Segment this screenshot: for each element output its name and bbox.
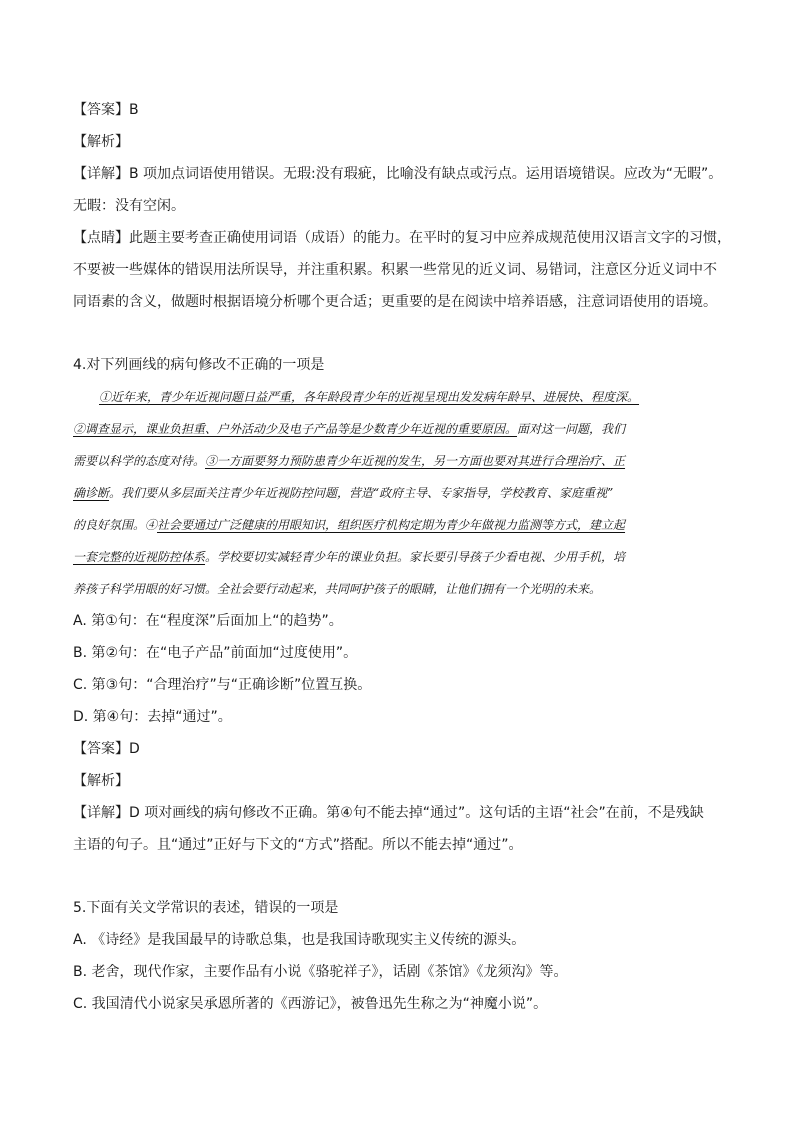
q3-answer: 【答案】B	[73, 102, 139, 118]
q5-question: 5.下面有关文学常识的表述，错误的一项是	[73, 900, 339, 916]
q4-passage-line-3	[73, 451, 733, 471]
q4-passage-underlined: 社会要通过广泛健康的用眼知识，组织医疗机构定期为青少年做视力监测等方式，建立起	[157, 518, 626, 532]
q3-tip-line-2: 不要被一些媒体的错误用法所误导，并注重积累。积累一些常见的近义词、易错词，注意区分近义词中不	[73, 262, 717, 278]
q4-question: 4.对下列画线的病句修改不正确的一项是	[73, 357, 325, 373]
q4-passage-text: 养孩子科学用眼的好习惯。全社会要行动起来，共同呵护孩子的眼睛，让他们拥有一个光明的未来。	[73, 582, 602, 596]
q3-tip-line-3: 同语素的含义，做题时根据语境分析哪个更合适；更重要的是在阅读中培养语感，注意词语使用的语境。	[73, 294, 717, 310]
q3-tip-line-1: 【点睛】此题主要考查正确使用词语（成语）的能力。在平时的复习中应养成规范使用汉语言文字的习惯，	[73, 230, 731, 246]
q4-passage-text: 。学校要切实减轻青少年的课业负担。家长要引导孩子少看电视、少用手机，培	[205, 550, 626, 564]
q4-passage-line-2	[73, 419, 733, 439]
q4-passage-text: 的良好氛围。④	[73, 518, 158, 532]
q4-passage-text: 。我们要从多层面关注青少年近视防控问题，营造“政府主导、专家指导，学校教育、家庭重视”	[109, 486, 614, 500]
q4-passage-underlined: ③一方面要努力预防患青少年近视的发生，另一方面也要对其进行合理治疗、正	[205, 454, 626, 468]
q4-passage-text: 需要以科学的态度对待。	[73, 454, 206, 468]
q4-passage-underlined: 确诊断	[73, 486, 110, 500]
q4-passage-line-1	[99, 387, 733, 407]
q4-option-a: A. 第①句：在“程度深”后面加上“的趋势”。	[73, 613, 343, 629]
q4-passage-line-6	[73, 547, 733, 567]
q5-option-b: B. 老舍，现代作家，主要作品有小说《骆驼祥子》，话剧《茶馆》《龙须沟》等。	[73, 964, 568, 980]
q5-option-a: A. 《诗经》是我国最早的诗歌总集，也是我国诗歌现实主义传统的源头。	[73, 932, 526, 948]
q4-option-c: C. 第③句：“合理治疗”与“正确诊断”位置互换。	[73, 677, 372, 693]
q4-passage-text: 面对这一问题，我们	[517, 422, 626, 436]
q4-analysis-heading: 【解析】	[73, 773, 129, 789]
q3-detail-line-1: 【详解】B 项加点词语使用错误。无瑕:没有瑕疵，比喻没有缺点或污点。运用语境错误。应改为“无暇”。	[73, 166, 723, 182]
q4-passage-line-5	[73, 515, 733, 535]
q4-detail-line-1: 【详解】D 项对画线的病句修改不正确。第④句不能去掉“通过”。这句话的主语“社会”在前，不是残缺	[73, 805, 704, 821]
q4-passage-underlined: ①近年来，青少年近视问题日益严重，各年龄段青少年的近视呈现出发发病年龄早、进展快、程度深。	[99, 390, 640, 404]
q3-analysis-heading: 【解析】	[73, 134, 129, 150]
q4-option-d: D. 第④句：去掉“通过”。	[73, 709, 232, 725]
q4-passage-line-7	[73, 579, 733, 599]
q5-option-c: C. 我国清代小说家吴承恩所著的《西游记》，被鲁迅先生称之为“神魔小说”。	[73, 996, 548, 1012]
q4-passage-line-4	[73, 483, 733, 503]
q4-option-b: B. 第②句：在“电子产品”前面加“过度使用”。	[73, 645, 358, 661]
q4-answer: 【答案】D	[73, 741, 140, 757]
q3-detail-line-2: 无暇：没有空闲。	[73, 198, 185, 214]
q4-passage-underlined: ②调查显示，课业负担重、户外活动少及电子产品等是少数青少年近视的重要原因。	[73, 422, 518, 436]
q4-passage-underlined: 一套完整的近视防控体系	[73, 550, 206, 564]
q4-detail-line-2: 主语的句子。且“通过”正好与下文的“方式”搭配。所以不能去掉“通过”。	[73, 837, 523, 853]
